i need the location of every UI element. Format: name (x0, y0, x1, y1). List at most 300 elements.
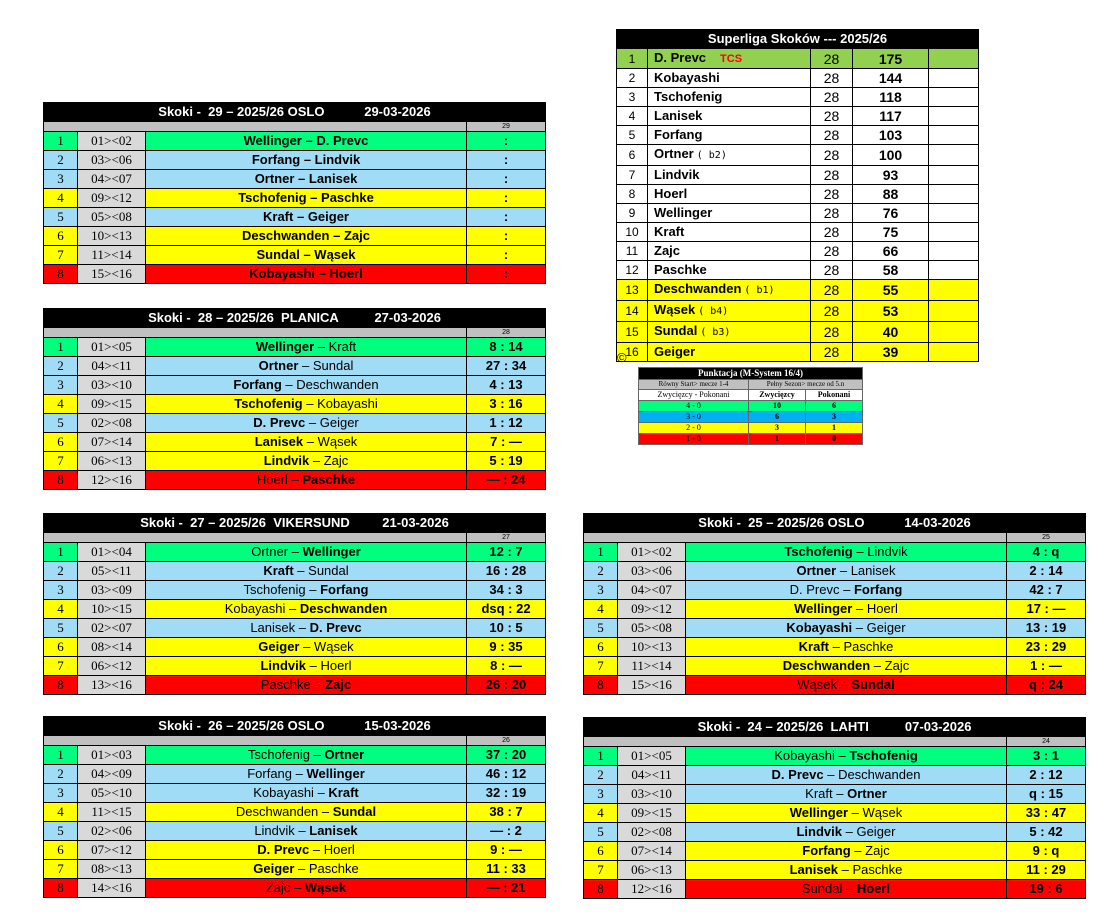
match-jumpers (146, 784, 467, 803)
round-subheader (44, 328, 546, 338)
match-jumpers (146, 638, 467, 657)
match-number: 8 (44, 471, 78, 490)
standings-position: 3 (617, 88, 648, 107)
versus-dash: – (300, 152, 315, 167)
jumper-b: Wąsek (313, 639, 354, 654)
match-pairing: 09><15 (618, 804, 686, 823)
match-pairing: 12><16 (618, 880, 686, 899)
match-pairing: 09><12 (78, 189, 146, 208)
standings-row (617, 69, 979, 88)
match-result: 9 : — (467, 841, 546, 860)
jumper-name: Lindvik (654, 167, 700, 182)
match-result: 12 : 7 (467, 543, 546, 562)
round-table (583, 513, 1086, 695)
jumper-name: Wąsek (654, 302, 696, 317)
match-result: 26 : 20 (467, 676, 546, 695)
match-result: 38 : 7 (467, 803, 546, 822)
round-table (583, 717, 1086, 899)
round-header (44, 717, 546, 736)
legend-losers: 0 (806, 434, 863, 445)
jumper-name: Paschke (654, 262, 707, 277)
standings-position: 9 (617, 204, 648, 223)
match-row (44, 841, 546, 860)
match-pairing: 03><10 (618, 785, 686, 804)
match-result: : (467, 246, 546, 265)
jumper-name: Hoerl (654, 186, 688, 201)
empty-cell (929, 280, 979, 301)
match-row (44, 600, 546, 619)
events-count: 28 (811, 69, 853, 88)
events-count: 28 (811, 242, 853, 261)
match-jumpers (146, 471, 467, 490)
standings-name-cell (648, 242, 811, 261)
match-row (584, 785, 1086, 804)
match-pairing: 04><07 (618, 581, 686, 600)
match-result: : (467, 189, 546, 208)
round-title: Skoki - 26 – 2025/26 OSLO 15-03-2026 (44, 717, 546, 736)
bonus-note: ( b2) (696, 150, 727, 161)
match-number: 6 (584, 638, 618, 657)
versus-dash: – (848, 805, 863, 820)
standings-row (617, 223, 979, 242)
match-row (44, 246, 546, 265)
subheader-blank (44, 122, 467, 132)
versus-dash: – (832, 786, 848, 801)
versus-dash: – (839, 582, 854, 597)
match-result: 3 : 16 (467, 395, 546, 414)
match-pairing: 01><05 (78, 338, 146, 357)
match-result: 9 : 35 (467, 638, 546, 657)
match-pairing: 01><04 (78, 543, 146, 562)
versus-dash: – (313, 785, 329, 800)
match-pairing: 07><12 (78, 841, 146, 860)
match-row (584, 842, 1086, 861)
match-number: 4 (44, 600, 78, 619)
versus-dash: – (870, 658, 885, 673)
events-count: 28 (811, 261, 853, 280)
match-number: 7 (44, 452, 78, 471)
match-number: 4 (584, 600, 618, 619)
jumper-a: Kraft (798, 639, 829, 654)
match-number: 5 (44, 208, 78, 227)
jumper-a: Tschofenig (784, 544, 853, 559)
match-row (44, 208, 546, 227)
match-result: : (467, 170, 546, 189)
standings-table (616, 29, 979, 362)
total-points: 39 (853, 343, 929, 362)
standings-row (617, 145, 979, 166)
match-result: 4 : q (1007, 543, 1086, 562)
match-pairing: 15><16 (78, 265, 146, 284)
versus-dash: – (850, 843, 866, 858)
jumper-b: Hoerl (329, 266, 363, 281)
round-title: Skoki - 24 – 2025/26 LAHTI 07-03-2026 (584, 718, 1086, 737)
match-row (44, 357, 546, 376)
standings-name-cell (648, 126, 811, 145)
match-row (584, 543, 1086, 562)
match-jumpers (146, 265, 467, 284)
subheader-blank (44, 736, 467, 746)
versus-dash: – (309, 453, 324, 468)
match-result: 8 : — (467, 657, 546, 676)
empty-cell (929, 166, 979, 185)
versus-dash: – (823, 767, 839, 782)
jumper-b: Geiger (856, 824, 896, 839)
jumper-a: Sundal (801, 881, 843, 896)
versus-dash: – (299, 639, 314, 654)
jumper-a: Wellinger (789, 805, 849, 820)
match-number: 4 (44, 395, 78, 414)
match-result: 5 : 42 (1007, 823, 1086, 842)
jumper-b: Wąsek (314, 247, 356, 262)
match-jumpers (686, 581, 1007, 600)
jumper-name: Kobayashi (654, 70, 720, 85)
jumper-b: Forfang (320, 582, 369, 597)
standings-row (617, 343, 979, 362)
match-number: 8 (584, 676, 618, 695)
standings-name-cell (648, 261, 811, 280)
match-pairing: 10><13 (78, 227, 146, 246)
match-row (584, 880, 1086, 899)
jumper-b: Kobayashi (317, 396, 378, 411)
standings-position: 12 (617, 261, 648, 280)
standings-row (617, 49, 979, 69)
jumper-name: Tschofenig (654, 89, 723, 104)
match-number: 3 (44, 170, 78, 189)
jumper-b: Wąsek (862, 805, 903, 820)
match-pairing: 12><16 (78, 471, 146, 490)
jumper-b: D. Prevc (316, 133, 369, 148)
round-subheader (44, 533, 546, 543)
legend-title: Punktacja (M-System 16/4) (639, 368, 863, 380)
total-points: 55 (853, 280, 929, 301)
match-pairing: 04><11 (618, 766, 686, 785)
match-number: 1 (44, 338, 78, 357)
match-row (44, 132, 546, 151)
jumper-a: D. Prevc (771, 767, 824, 782)
round-number: 28 (467, 328, 546, 338)
match-result: dsq : 22 (467, 600, 546, 619)
jumper-b: Lanisek (309, 823, 358, 838)
jumper-a: Ortner (258, 358, 299, 373)
match-result: 5 : 19 (467, 452, 546, 471)
standings-name-cell (648, 301, 811, 322)
match-number: 5 (44, 414, 78, 433)
match-result: 3 : 1 (1007, 747, 1086, 766)
versus-dash: – (305, 415, 320, 430)
match-row (44, 543, 546, 562)
total-points: 118 (853, 88, 929, 107)
jumper-b: Kraft (328, 339, 357, 354)
jumper-b: Wąsek (317, 434, 358, 449)
match-row (584, 766, 1086, 785)
match-pairing: 06><12 (78, 657, 146, 676)
jumper-b: Sundal (312, 358, 354, 373)
match-result: : (467, 132, 546, 151)
versus-dash: – (310, 677, 326, 692)
round-table (43, 308, 546, 490)
match-number: 2 (44, 765, 78, 784)
match-pairing: 09><12 (618, 600, 686, 619)
match-number: 6 (44, 638, 78, 657)
standings-row (617, 185, 979, 204)
match-row (584, 562, 1086, 581)
match-result: 17 : — (1007, 600, 1086, 619)
match-jumpers (146, 676, 467, 695)
match-result: : (467, 151, 546, 170)
jumper-a: Forfang (233, 377, 282, 392)
jumper-b: Kraft (328, 785, 359, 800)
match-row (44, 822, 546, 841)
jumper-a: Lanisek (789, 862, 839, 877)
empty-cell (929, 69, 979, 88)
jumper-a: Lindvik (260, 658, 306, 673)
match-result: 34 : 3 (467, 581, 546, 600)
jumper-b: Lanisek (850, 563, 896, 578)
match-number: 2 (584, 562, 618, 581)
round-header (584, 514, 1086, 533)
match-number: 7 (44, 860, 78, 879)
empty-cell (929, 223, 979, 242)
jumper-a: Kobayashi (786, 620, 853, 635)
match-number: 3 (44, 784, 78, 803)
match-pairing: 02><08 (78, 414, 146, 433)
match-jumpers (146, 414, 467, 433)
match-pairing: 09><15 (78, 395, 146, 414)
jumper-a: Tschofenig (243, 582, 306, 597)
match-row (584, 861, 1086, 880)
match-number: 3 (584, 581, 618, 600)
versus-dash: – (299, 247, 315, 262)
round-subheader (44, 122, 546, 132)
match-pairing: 03><09 (78, 581, 146, 600)
jumper-b: Sundal (851, 677, 895, 692)
match-pairing: 03><10 (78, 376, 146, 395)
legend-row (639, 423, 863, 434)
bonus-note: ( b4) (698, 306, 729, 317)
match-pairing: 07><14 (78, 433, 146, 452)
jumper-b: Wellinger (306, 766, 365, 781)
match-jumpers (146, 246, 467, 265)
match-jumpers (686, 842, 1007, 861)
total-points: 93 (853, 166, 929, 185)
match-row (44, 189, 546, 208)
match-jumpers (146, 619, 467, 638)
standings-name-cell (648, 69, 811, 88)
events-count: 28 (811, 145, 853, 166)
versus-dash: – (301, 133, 317, 148)
legend-losers: 3 (806, 412, 863, 423)
match-pairing: 08><14 (78, 638, 146, 657)
legend-score: 2 - 0 (639, 423, 749, 434)
jumper-a: Deschwanden (242, 228, 330, 243)
standings-position: 7 (617, 166, 648, 185)
match-number: 6 (44, 227, 78, 246)
jumper-b: Sundal (308, 563, 349, 578)
round-number: 24 (1007, 737, 1086, 747)
standings-row (617, 126, 979, 145)
match-jumpers (146, 338, 467, 357)
match-result: 2 : 12 (1007, 766, 1086, 785)
versus-dash: – (852, 601, 867, 616)
standings-position: 5 (617, 126, 648, 145)
jumper-b: Zajc (865, 843, 890, 858)
match-row (44, 433, 546, 452)
match-row (44, 638, 546, 657)
round-title: Skoki - 29 – 2025/26 OSLO 29-03-2026 (44, 103, 546, 122)
subheader-blank (44, 328, 467, 338)
standings-name-cell (648, 145, 811, 166)
match-jumpers (686, 804, 1007, 823)
copyright-symbol: © (617, 350, 627, 365)
match-result: 11 : 33 (467, 860, 546, 879)
legend-row (639, 412, 863, 423)
subheader-blank (584, 533, 1007, 543)
subheader-blank (44, 533, 467, 543)
match-row (44, 803, 546, 822)
match-jumpers (686, 880, 1007, 899)
match-row (44, 151, 546, 170)
match-jumpers (146, 543, 467, 562)
match-result: 37 : 20 (467, 746, 546, 765)
match-pairing: 06><13 (78, 452, 146, 471)
events-count: 28 (811, 223, 853, 242)
match-result: 33 : 47 (1007, 804, 1086, 823)
jumper-b: Sundal (332, 804, 377, 819)
match-pairing: 07><14 (618, 842, 686, 861)
bonus-note: ( b3) (700, 327, 731, 338)
match-result: 23 : 29 (1007, 638, 1086, 657)
versus-dash: – (294, 171, 309, 186)
match-row (584, 804, 1086, 823)
jumper-a: Geiger (258, 639, 300, 654)
standings-name-cell (648, 343, 811, 362)
total-points: 53 (853, 301, 929, 322)
points-legend (638, 367, 863, 445)
match-pairing: 15><16 (618, 676, 686, 695)
empty-cell (929, 107, 979, 126)
jumper-b: Zajc (325, 677, 352, 692)
match-jumpers (686, 600, 1007, 619)
match-jumpers (146, 208, 467, 227)
match-number: 7 (584, 861, 618, 880)
jumper-b: Forfang (853, 582, 903, 597)
match-number: 7 (44, 246, 78, 265)
versus-dash: – (293, 209, 308, 224)
match-jumpers (146, 600, 467, 619)
match-number: 6 (584, 842, 618, 861)
match-pairing: 11><15 (78, 803, 146, 822)
versus-dash: – (303, 434, 318, 449)
match-result: 11 : 29 (1007, 861, 1086, 880)
versus-dash: – (306, 190, 322, 205)
match-pairing: 03><06 (618, 562, 686, 581)
jumper-a: Zajc (265, 880, 291, 895)
jumper-a: Wellinger (243, 133, 302, 148)
match-result: — : 24 (467, 471, 546, 490)
match-pairing: 05><10 (78, 784, 146, 803)
legend-score: 4 - 0 (639, 401, 749, 412)
match-jumpers (686, 562, 1007, 581)
standings-position: 16 (617, 343, 648, 362)
standings-position: 6 (617, 145, 648, 166)
match-result: 1 : 12 (467, 414, 546, 433)
jumper-a: Lindvik (254, 823, 295, 838)
legend-col2-header: Pełny Sezon> mecze od 5.n (749, 380, 863, 390)
match-jumpers (686, 657, 1007, 676)
empty-cell (929, 242, 979, 261)
jumper-a: Kraft (263, 563, 294, 578)
match-row (584, 676, 1086, 695)
legend-label-score: Zwycięzcy - Pokonani (639, 390, 749, 401)
match-pairing: 04><11 (78, 357, 146, 376)
match-result: : (467, 265, 546, 284)
match-number: 4 (584, 804, 618, 823)
standings-name-cell (648, 166, 811, 185)
jumper-a: Paschke (260, 677, 311, 692)
jumper-b: Wąsek (304, 880, 347, 895)
round-table (43, 513, 546, 695)
standings-position: 10 (617, 223, 648, 242)
versus-dash: – (290, 880, 305, 895)
standings-name-cell (648, 223, 811, 242)
match-result: : (467, 227, 546, 246)
versus-dash: – (852, 620, 867, 635)
round-title: Skoki - 25 – 2025/26 OSLO 14-03-2026 (584, 514, 1086, 533)
jumper-b: Deschwanden (838, 767, 921, 782)
jumper-a: Kraft (805, 786, 833, 801)
jumper-a: Forfang (247, 766, 293, 781)
match-pairing: 01><03 (78, 746, 146, 765)
events-count: 28 (811, 204, 853, 223)
legend-winners: 6 (749, 412, 806, 423)
versus-dash: – (281, 377, 297, 392)
legend-score: 1 - 0 (639, 434, 749, 445)
standings-row (617, 88, 979, 107)
versus-dash: – (298, 358, 313, 373)
match-result: 19 : 6 (1007, 880, 1086, 899)
total-points: 100 (853, 145, 929, 166)
match-result: 13 : 19 (1007, 619, 1086, 638)
jumper-name: Deschwanden (654, 281, 742, 296)
round-header (44, 309, 546, 328)
empty-cell (929, 322, 979, 343)
events-count: 28 (811, 88, 853, 107)
match-row (44, 265, 546, 284)
match-pairing: 08><13 (78, 860, 146, 879)
match-row (584, 747, 1086, 766)
match-jumpers (686, 676, 1007, 695)
jumper-a: Tschofenig (238, 190, 307, 205)
match-number: 8 (584, 880, 618, 899)
total-points: 40 (853, 322, 929, 343)
versus-dash: – (288, 544, 303, 559)
match-result: 1 : — (1007, 657, 1086, 676)
match-jumpers (686, 747, 1007, 766)
match-number: 1 (44, 132, 78, 151)
events-count: 28 (811, 343, 853, 362)
empty-cell (929, 204, 979, 223)
match-row (584, 657, 1086, 676)
versus-dash: – (305, 658, 321, 673)
match-pairing: 04><09 (78, 765, 146, 784)
jumper-a: D. Prevc (257, 842, 310, 857)
versus-dash: – (318, 804, 333, 819)
legend-row (639, 401, 863, 412)
match-jumpers (146, 433, 467, 452)
match-row (44, 860, 546, 879)
match-pairing: 02><08 (618, 823, 686, 842)
